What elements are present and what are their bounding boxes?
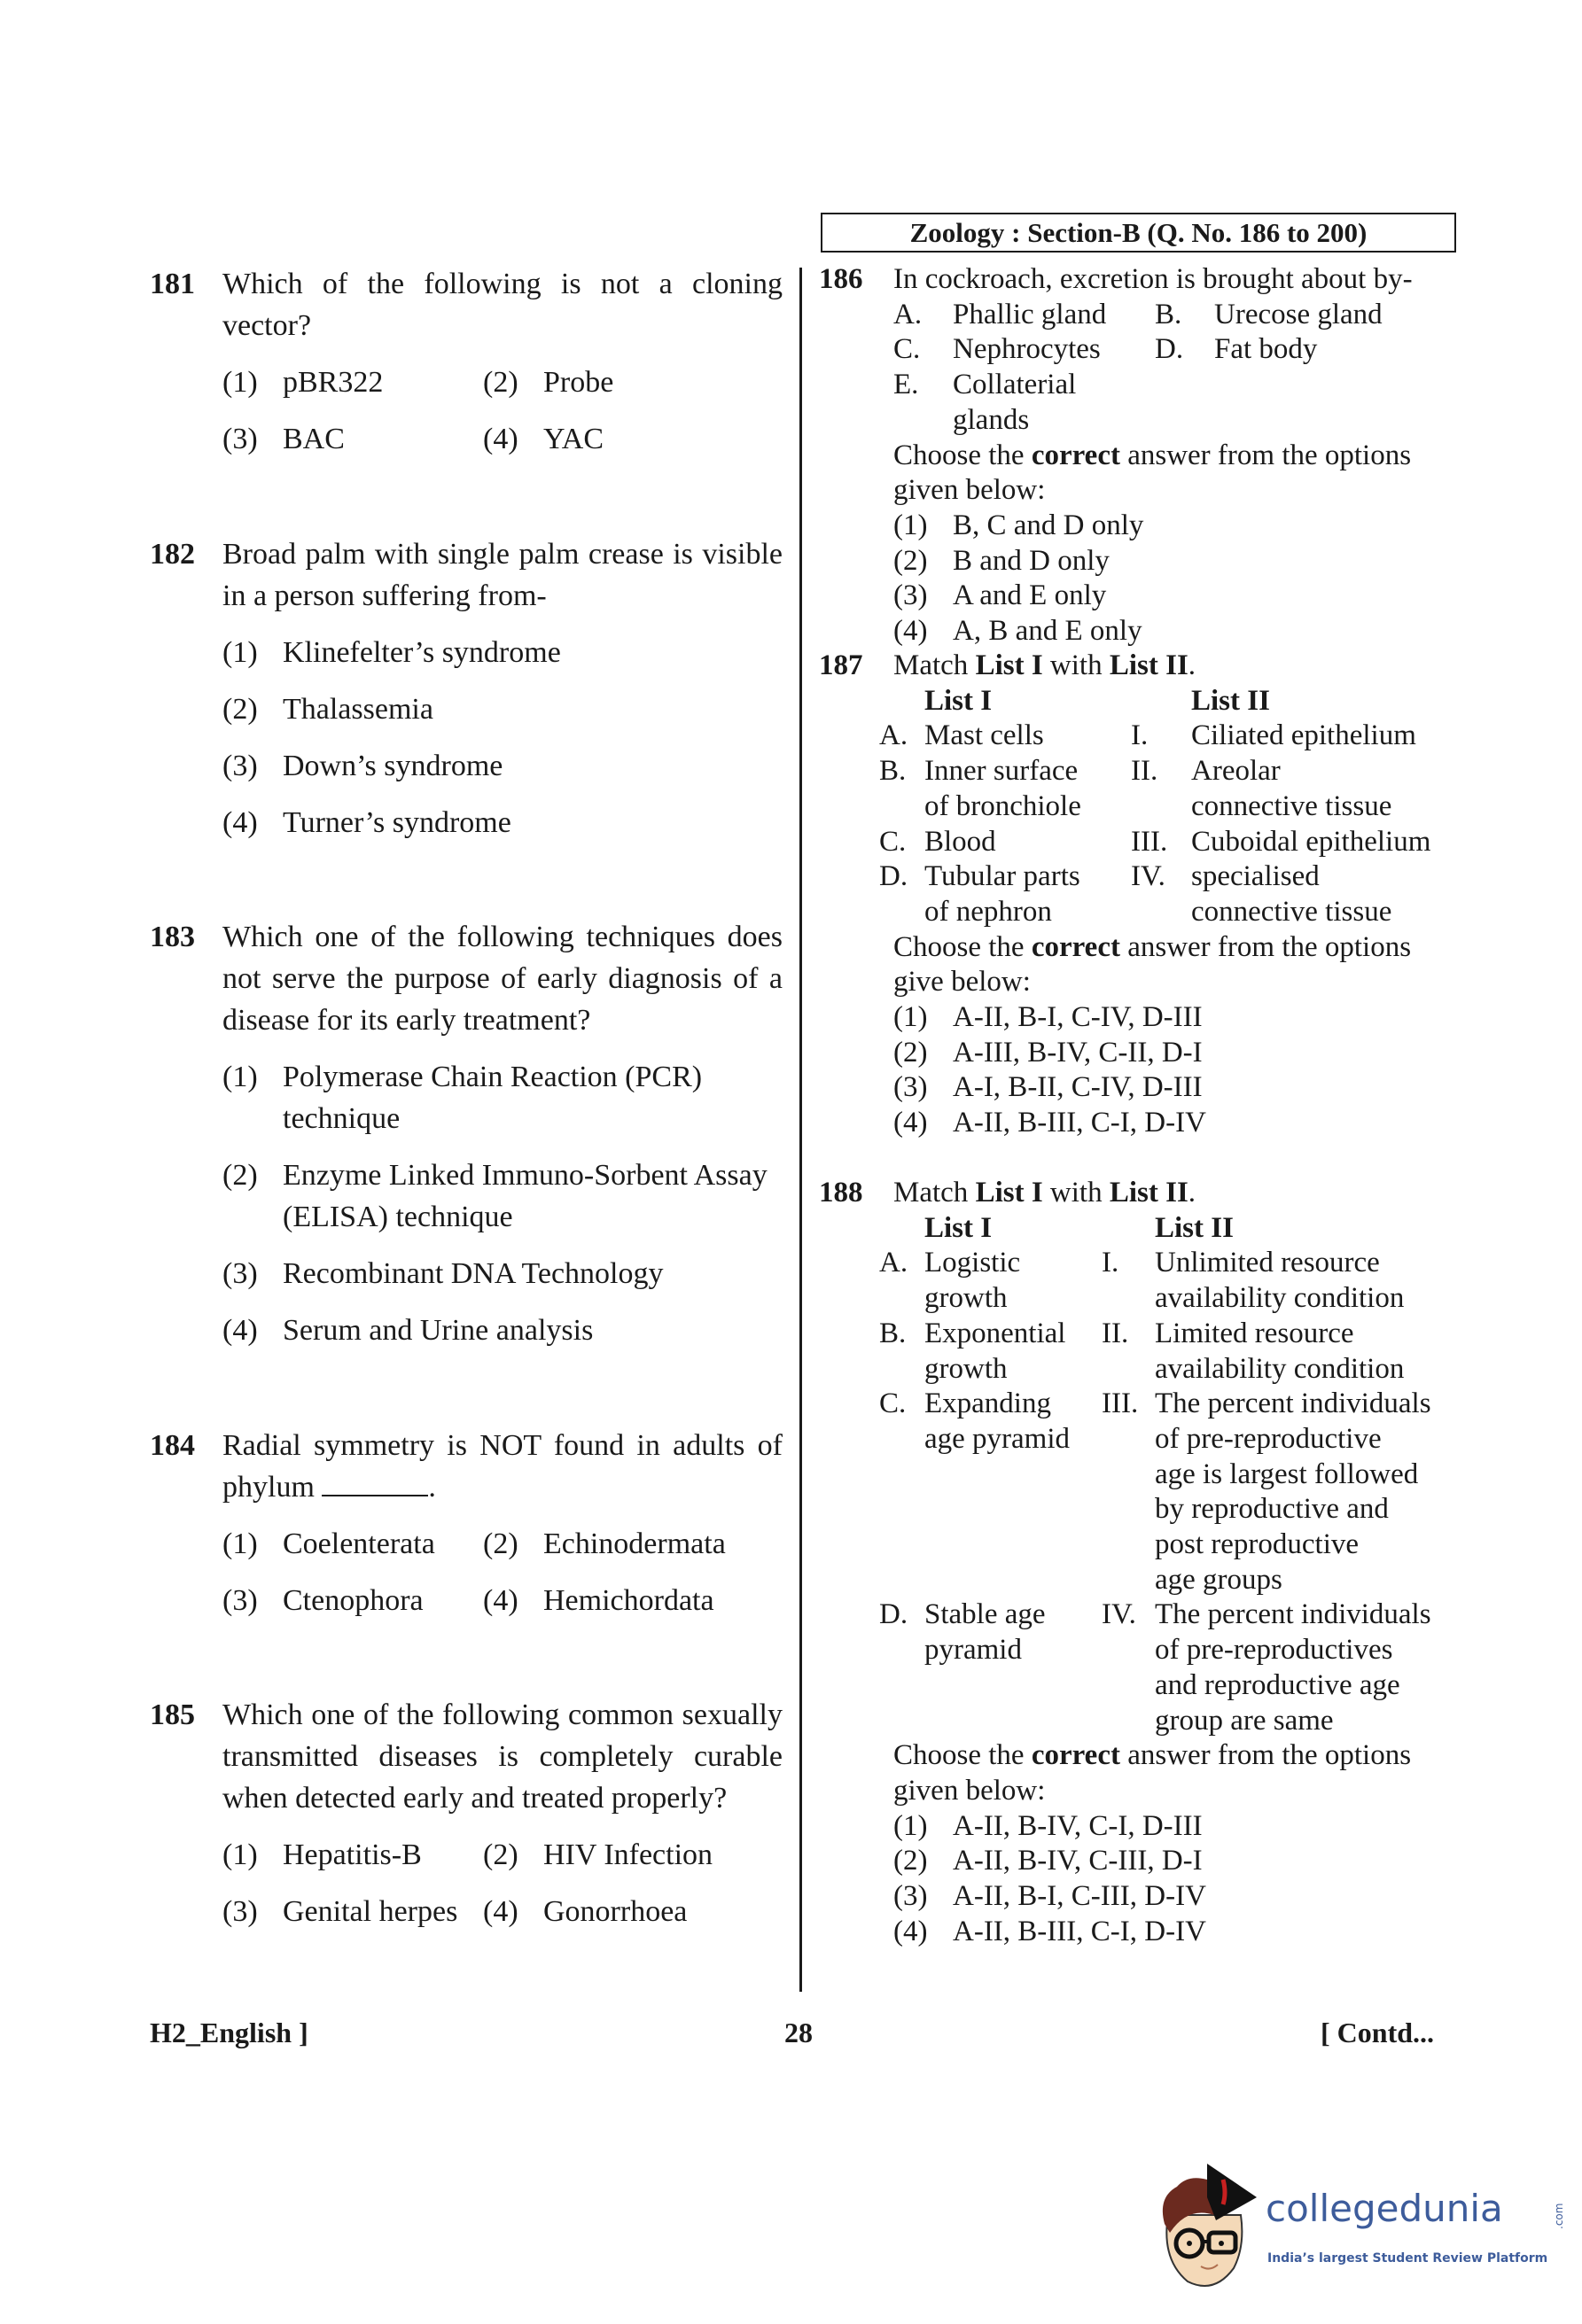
list-i-letter: D. — [879, 1598, 908, 1631]
option-1[interactable] — [222, 632, 783, 673]
question-183 — [150, 916, 783, 1351]
list-i-header: List I — [924, 684, 993, 717]
option-text: BAC — [283, 423, 345, 455]
options-list — [222, 632, 783, 843]
list-i-item — [924, 859, 1131, 929]
option-1[interactable] — [222, 1523, 483, 1565]
option-text: Coelenterata — [283, 1527, 435, 1560]
list-ii-line: Unlimited resource — [1155, 1247, 1380, 1279]
list-i-line: Logistic — [924, 1247, 1021, 1279]
option-3[interactable] — [222, 1891, 483, 1932]
list-ii-line: specialised — [1191, 860, 1320, 893]
list-ii-line: of pre-reproductives — [1155, 1634, 1393, 1667]
option-1[interactable] — [893, 1000, 1453, 1036]
list-i-letter: B. — [879, 755, 907, 788]
list-ii-item — [1191, 859, 1453, 929]
list-ii-line: The percent individuals — [1155, 1598, 1431, 1631]
footer-continued: [ Contd... — [1321, 2017, 1435, 2048]
option-text: B, C and D only — [953, 509, 1144, 541]
question-number: 181 — [150, 268, 195, 300]
option-number: (3) — [222, 1895, 258, 1928]
match-a: Match — [893, 1177, 976, 1209]
statement-text: Nephrocytes — [953, 333, 1101, 366]
question-text-main: Which of the following is not a cloning vector? — [222, 268, 783, 342]
option-text: Polymerase Chain Reaction (PCR) technique — [283, 1061, 703, 1135]
option-number: (3) — [222, 1257, 258, 1290]
question-181 — [150, 263, 783, 460]
option-text: A, B and E only — [953, 615, 1142, 648]
list-ii-item — [1155, 1317, 1453, 1387]
list-ii-line: age groups — [1155, 1563, 1282, 1596]
option-text: Klinefelter’s syndrome — [283, 636, 561, 669]
option-1[interactable] — [222, 1834, 483, 1876]
collegedunia-logo — [1152, 2162, 1573, 2295]
option-number: (1) — [222, 636, 258, 669]
section-header: Zoology : Section-B (Q. No. 186 to 200) — [821, 213, 1456, 253]
option-4[interactable] — [483, 1580, 744, 1621]
list-i-line: Expanding — [924, 1387, 1051, 1420]
option-text: A-II, B-I, C-III, D-IV — [953, 1880, 1206, 1913]
option-text: Down’s syndrome — [283, 750, 503, 782]
option-3[interactable] — [222, 1580, 483, 1621]
question-number: 183 — [150, 921, 195, 953]
option-number: (2) — [483, 1838, 518, 1871]
option-text: Genital herpes — [283, 1895, 458, 1928]
option-number: (4) — [893, 1107, 928, 1139]
list-ii-item — [1155, 1597, 1453, 1738]
question-text-main: Which one of the following common sexually transmitted diseases is completely curable when detected early and treated properly? — [222, 1698, 783, 1815]
question-text: In cockroach, excretion is brought about by- — [893, 263, 1413, 295]
options-row — [222, 361, 783, 403]
option-number: (4) — [483, 1584, 518, 1617]
question-184 — [150, 1425, 783, 1621]
options-row — [222, 1834, 783, 1876]
list-i-item — [924, 1387, 1102, 1597]
option-number: (2) — [893, 1845, 928, 1877]
list-i-line: Tubular parts — [924, 860, 1080, 893]
list-i-line: growth — [924, 1352, 1008, 1385]
option-4[interactable] — [222, 1310, 783, 1351]
option-text: Turner’s syndrome — [283, 806, 511, 839]
statement-letter: A. — [893, 298, 923, 330]
list-ii-line: age is largest followed — [1155, 1457, 1419, 1490]
list-ii-line: connective tissue — [1191, 895, 1392, 928]
list-ii-numeral: III. — [1102, 1387, 1139, 1420]
option-text: A-II, B-III, C-I, D-IV — [953, 1915, 1206, 1947]
spacer — [879, 1211, 924, 1247]
option-4[interactable] — [893, 1106, 1453, 1141]
list-i-letter: C. — [879, 825, 907, 858]
list-i-line: age pyramid — [924, 1422, 1071, 1455]
question-number: 188 — [819, 1177, 863, 1209]
question-188 — [819, 1176, 1453, 1949]
option-text: A-II, B-IV, C-III, D-I — [953, 1845, 1203, 1877]
option-text: Echinodermata — [543, 1527, 726, 1560]
options-row — [222, 802, 783, 843]
match-list-ii: List II — [1109, 1177, 1188, 1209]
options-row — [222, 1891, 783, 1932]
statement-row — [893, 368, 1453, 438]
option-2[interactable] — [483, 1834, 744, 1876]
list-i-item — [924, 719, 1131, 754]
choose-post: answer from the options give below: — [893, 930, 1412, 999]
statement-row — [893, 332, 1453, 368]
list-ii-line: by reproductive and — [1155, 1493, 1389, 1526]
option-text: A-I, B-II, C-IV, D-III — [953, 1071, 1203, 1104]
option-1[interactable] — [222, 1056, 783, 1139]
match-a: Match — [893, 649, 976, 681]
option-text: Ctenophora — [283, 1584, 424, 1617]
list-ii-numeral: I. — [1131, 719, 1149, 752]
column-divider — [799, 268, 802, 1992]
statement-text: Phallic gland — [953, 298, 1107, 330]
choose-bold: correct — [1031, 1739, 1120, 1772]
brand-domain: .com — [1553, 2203, 1565, 2229]
choose-pre: Choose the — [893, 439, 1032, 471]
spacer — [1131, 684, 1191, 719]
list-i-letter: D. — [879, 860, 908, 893]
footer-paper-code: H2_English ] — [150, 2017, 308, 2048]
list-i-item — [924, 825, 1131, 860]
option-3[interactable] — [893, 1879, 1453, 1915]
question-text-main: Which one of the following techniques does not serve the purpose of early diagnosis of a disease for its early treatment? — [222, 921, 783, 1037]
option-number: (3) — [893, 1071, 928, 1104]
options-list — [222, 361, 783, 460]
list-i-line: Mast cells — [924, 719, 1044, 752]
list-i-line: Inner surface — [924, 755, 1079, 788]
question-text-end: . — [428, 1471, 436, 1504]
statement-letter: E. — [893, 369, 919, 401]
options-row — [222, 1580, 783, 1621]
choose-post: answer from the options given below: — [893, 1739, 1412, 1807]
option-text: Enzyme Linked Immuno-Sorbent Assay (ELISA) technique — [283, 1159, 768, 1233]
list-ii-numeral: III. — [1131, 825, 1168, 858]
question-187 — [819, 649, 1453, 1141]
option-text: HIV Infection — [543, 1838, 713, 1871]
match-row — [879, 859, 1453, 929]
statement-item — [893, 368, 1155, 438]
option-number: (3) — [893, 579, 928, 612]
option-4[interactable] — [222, 802, 783, 843]
options-row — [222, 418, 783, 460]
option-text: A-II, B-I, C-IV, D-III — [953, 1001, 1203, 1034]
choose-post: answer from the options given below: — [893, 439, 1412, 507]
brand-tagline: India’s largest Student Review Platform — [1267, 2251, 1548, 2266]
list-i-letter: A. — [879, 1247, 908, 1279]
options-list — [222, 1056, 783, 1351]
option-number: (2) — [893, 544, 928, 577]
option-2[interactable] — [222, 688, 783, 730]
match-d: . — [1188, 649, 1196, 681]
match-table-header — [879, 684, 1453, 719]
list-ii-line: availability condition — [1155, 1282, 1405, 1315]
option-3[interactable] — [222, 1253, 783, 1294]
question-182 — [150, 533, 783, 843]
option-4[interactable] — [893, 614, 1453, 649]
option-number: (4) — [222, 806, 258, 839]
list-ii-header: List II — [1191, 684, 1270, 717]
match-table — [879, 684, 1453, 930]
footer-page-number: 28 — [784, 2017, 813, 2048]
list-ii-numeral: II. — [1102, 1317, 1129, 1349]
question-186 — [819, 262, 1453, 649]
option-text: Probe — [543, 366, 614, 399]
statement-letter: B. — [1155, 298, 1182, 330]
options-list — [222, 1834, 783, 1932]
question-text-main: Radial symmetry is NOT found in adults of phylum — [222, 1429, 783, 1504]
option-number: (4) — [483, 423, 518, 455]
option-2[interactable] — [893, 1844, 1453, 1879]
option-2[interactable] — [483, 361, 744, 403]
list-ii-line: of pre-reproductive — [1155, 1422, 1382, 1455]
option-2[interactable] — [893, 1036, 1453, 1071]
list-ii-line: Areolar — [1191, 755, 1281, 788]
spacer — [879, 684, 924, 719]
choose-pre: Choose the — [893, 1739, 1032, 1772]
match-c: with — [1042, 1177, 1110, 1209]
option-number: (4) — [893, 615, 928, 648]
option-number: (4) — [222, 1314, 258, 1347]
match-table — [879, 1211, 1453, 1739]
options-row — [222, 632, 783, 673]
match-row — [879, 1246, 1453, 1316]
statement-item — [893, 298, 1155, 333]
list-i-line: Exponential — [924, 1317, 1066, 1349]
option-text: YAC — [543, 423, 604, 455]
list-ii-item — [1155, 1246, 1453, 1316]
question-text — [222, 916, 783, 1041]
brand-name: collegedunia — [1266, 2187, 1503, 2230]
choose-pre: Choose the — [893, 930, 1032, 963]
list-ii-numeral: IV. — [1131, 860, 1165, 893]
options-row — [222, 1253, 783, 1294]
statement-item — [1155, 298, 1383, 333]
list-i-line: of bronchiole — [924, 789, 1081, 822]
statement-item — [1155, 332, 1317, 368]
option-number: (2) — [222, 1159, 258, 1192]
question-185 — [150, 1694, 783, 1932]
options-list — [222, 1523, 783, 1621]
option-2[interactable] — [483, 1523, 744, 1565]
question-text-main: Broad palm with single palm crease is visible in a person suffering from- — [222, 538, 783, 612]
option-text: A and E only — [953, 579, 1107, 612]
option-number: (1) — [222, 1061, 258, 1093]
list-ii-item — [1191, 719, 1453, 754]
option-number: (2) — [222, 693, 258, 726]
choose-instruction — [893, 439, 1453, 509]
match-list-i: List I — [975, 649, 1043, 681]
list-i-item — [924, 1597, 1102, 1738]
options-row — [222, 1523, 783, 1565]
option-2[interactable] — [893, 544, 1453, 579]
option-text: Serum and Urine analysis — [283, 1314, 594, 1347]
statement-row — [893, 298, 1453, 333]
statement-text: Urecose gland — [1214, 298, 1383, 330]
option-number: (2) — [483, 366, 518, 399]
option-number: (3) — [222, 750, 258, 782]
option-text: Hepatitis-B — [283, 1838, 422, 1871]
match-row — [879, 719, 1453, 754]
choose-instruction — [893, 930, 1453, 1000]
options-row — [222, 1056, 783, 1139]
question-text — [222, 1425, 783, 1508]
option-4[interactable] — [483, 418, 744, 460]
options-row — [222, 688, 783, 730]
list-ii-line: connective tissue — [1191, 789, 1392, 822]
match-row — [879, 1317, 1453, 1387]
list-ii-numeral: I. — [1102, 1247, 1119, 1279]
option-number: (2) — [483, 1527, 518, 1560]
list-i-letter: B. — [879, 1317, 907, 1349]
list-i-line: Blood — [924, 825, 996, 858]
option-number: (4) — [483, 1895, 518, 1928]
list-ii-line: availability condition — [1155, 1352, 1405, 1385]
option-4[interactable] — [483, 1891, 744, 1932]
option-number: (2) — [893, 1036, 928, 1069]
option-text: Recombinant DNA Technology — [283, 1257, 664, 1290]
options-row — [222, 1154, 783, 1238]
fill-in-blank — [322, 1468, 428, 1496]
list-ii-line: and reproductive age — [1155, 1668, 1400, 1701]
list-ii-line: Cuboidal epithelium — [1191, 825, 1431, 858]
list-ii-line: The percent individuals — [1155, 1387, 1431, 1420]
option-3[interactable] — [222, 745, 783, 787]
option-1[interactable] — [893, 1809, 1453, 1845]
list-i-line: growth — [924, 1282, 1008, 1315]
statement-text: Collaterial glands — [953, 369, 1077, 436]
question-text — [222, 263, 783, 346]
option-text: A-II, B-IV, C-I, D-III — [953, 1809, 1203, 1842]
match-list-ii: List II — [1109, 649, 1188, 681]
option-text: pBR322 — [283, 366, 384, 399]
match-table-header — [879, 1211, 1453, 1247]
mascot-icon — [1152, 2162, 1263, 2295]
option-number: (1) — [222, 1527, 258, 1560]
match-d: . — [1188, 1177, 1196, 1209]
option-text: A-II, B-III, C-I, D-IV — [953, 1107, 1206, 1139]
list-i-item — [924, 1317, 1102, 1387]
question-number: 186 — [819, 263, 863, 295]
option-text: A-III, B-IV, C-II, D-I — [953, 1036, 1203, 1069]
question-text — [893, 649, 1453, 684]
list-i-line: Stable age — [924, 1598, 1046, 1631]
option-text: B and D only — [953, 544, 1110, 577]
list-i-item — [924, 1246, 1102, 1316]
list-ii-item — [1155, 1387, 1453, 1597]
question-text — [222, 1694, 783, 1819]
option-number: (1) — [893, 1001, 928, 1034]
list-ii-numeral: IV. — [1102, 1598, 1136, 1631]
spacer — [1102, 1211, 1155, 1247]
match-row — [879, 825, 1453, 860]
statement-item — [893, 332, 1155, 368]
list-ii-item — [1191, 825, 1453, 860]
list-i-letter: A. — [879, 719, 908, 752]
list-i-line: pyramid — [924, 1634, 1022, 1667]
option-2[interactable] — [222, 1154, 783, 1238]
list-ii-line: Ciliated epithelium — [1191, 719, 1416, 752]
option-number: (1) — [893, 509, 928, 541]
option-1[interactable] — [222, 361, 483, 403]
option-1[interactable] — [893, 509, 1453, 544]
list-ii-item — [1191, 754, 1453, 824]
list-i-item — [924, 754, 1131, 824]
option-number: (1) — [222, 366, 258, 399]
option-3[interactable] — [893, 579, 1453, 614]
option-number: (3) — [222, 1584, 258, 1617]
match-list-i: List I — [975, 1177, 1043, 1209]
list-ii-header: List II — [1155, 1211, 1234, 1244]
list-ii-line: Limited resource — [1155, 1317, 1354, 1349]
statement-text: Fat body — [1214, 333, 1318, 366]
question-number: 182 — [150, 538, 195, 571]
option-3[interactable] — [222, 418, 483, 460]
list-ii-line: post reproductive — [1155, 1528, 1360, 1561]
match-row — [879, 754, 1453, 824]
option-text: Gonorrhoea — [543, 1895, 688, 1928]
options-list — [893, 1000, 1453, 1141]
option-number: (4) — [893, 1915, 928, 1947]
choose-bold: correct — [1031, 439, 1120, 471]
list-ii-numeral: II. — [1131, 755, 1158, 788]
option-4[interactable] — [893, 1915, 1453, 1950]
option-number: (1) — [222, 1838, 258, 1871]
option-number: (3) — [893, 1880, 928, 1913]
question-text — [222, 533, 783, 617]
match-c: with — [1042, 649, 1110, 681]
options-list — [893, 1809, 1453, 1950]
option-number: (3) — [222, 423, 258, 455]
options-list — [893, 509, 1453, 649]
match-row — [879, 1597, 1453, 1738]
option-text: Hemichordata — [543, 1584, 714, 1617]
question-number: 184 — [150, 1429, 195, 1462]
list-ii-line: group are same — [1155, 1704, 1334, 1737]
question-text — [893, 1176, 1453, 1211]
choose-bold: correct — [1031, 930, 1120, 963]
statement-letter: D. — [1155, 333, 1184, 366]
option-text: Thalassemia — [283, 693, 433, 726]
options-row — [222, 745, 783, 787]
list-i-line: of nephron — [924, 895, 1052, 928]
list-i-letter: C. — [879, 1387, 907, 1420]
statement-items — [893, 298, 1453, 439]
option-3[interactable] — [893, 1070, 1453, 1106]
choose-instruction — [893, 1738, 1453, 1808]
question-number: 185 — [150, 1698, 195, 1731]
list-i-header: List I — [924, 1211, 993, 1244]
question-number: 187 — [819, 649, 863, 681]
option-number: (1) — [893, 1809, 928, 1842]
match-row — [879, 1387, 1453, 1597]
statement-letter: C. — [893, 333, 921, 366]
options-row — [222, 1310, 783, 1351]
